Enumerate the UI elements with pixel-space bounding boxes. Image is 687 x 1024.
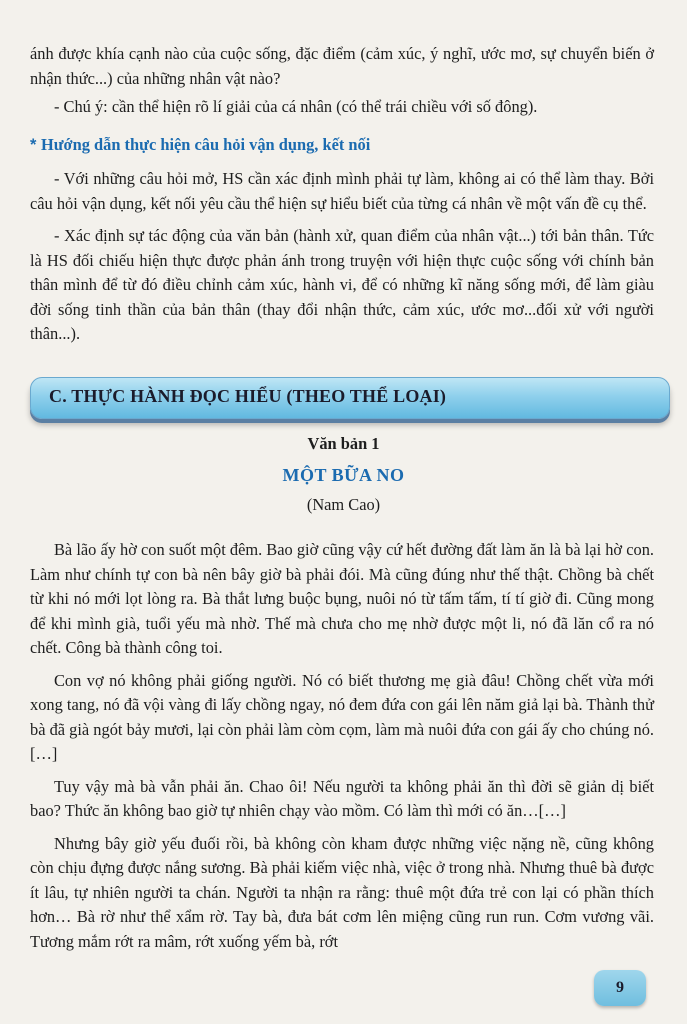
story-paragraph: Tuy vậy mà bà vẫn phải ăn. Chao ôi! Nếu người ta không phải ăn thì đời sẽ giản dị biết bao? Thức ăn không bao giờ tự nhiên chạy vào mồm. Có làm thì mới có ăn…[…] bbox=[30, 776, 654, 820]
section-banner-title: C. THỰC HÀNH ĐỌC HIỂU (THEO THỂ LOẠI) bbox=[49, 386, 447, 406]
story-author: (Nam Cao) bbox=[306, 495, 381, 514]
guide-heading-text: Hướng dẫn thực hiện câu hỏi vận dụng, kết nối bbox=[40, 135, 371, 154]
guide-paragraph: - Xác định sự tác động của văn bản (hành xử, quan điểm của nhân vật...) tới bản thân. Tức là HS đối chiếu hiện thực được phản ánh trong truyện với hiện thực cuộc sống với chính bản thân mình để từ đó điều chỉnh cảm xúc, hành vi, để có những kĩ năng sống mới, để làm giàu đời sống tinh thần của bản thân (thay đổi nhận thức, cảm xúc, ước mơ...đối xử với người thân...). bbox=[30, 226, 654, 343]
story-paragraph: Bà lão ấy hờ con suốt một đêm. Bao giờ cũng vậy cứ hết đường đất làm ăn là bà lại hờ con. Làm như chính tự con bà nên bây giờ bà phải đói. Mà cũng đúng như thế thật. Chồng bà chết từ khi nó mới lọt lòng ra. Bà thắt lưng buộc bụng, nuôi nó từ tấm tấm, tí tí giờ đi. Cũng mong để khi mình già, tuổi yếu mà nhờ. Thế mà chưa cho mẹ nhờ được một li, nó đã lăn cổ ra nó chết. Công bà thành công toi. bbox=[30, 540, 654, 657]
guide-heading bbox=[30, 133, 654, 157]
paragraph: ánh được khía cạnh nào của cuộc sống, đặc điểm (cảm xúc, ý nghĩ, ước mơ, sự chuyển biến ở nhận thức...) của những nhân vật nào? bbox=[30, 44, 654, 88]
top-section bbox=[30, 42, 654, 120]
page-number-badge bbox=[594, 970, 646, 1006]
story-paragraph: Con vợ nó không phải giống người. Nó có biết thương mẹ già đâu! Chồng chết vừa mới xong tang, nó đã vội vàng đi lấy chồng ngay, nó đem đứa con gái lên năm giả lại bà. Thành thử bà đã già ngót bảy mươi, lại còn phải làm còm cọm, làm mà nuôi đứa con gái ấy cho chúng nó. […] bbox=[30, 670, 654, 763]
star-marker: * bbox=[30, 136, 37, 154]
section-banner bbox=[30, 377, 670, 419]
guide-section bbox=[30, 133, 654, 347]
guide-paragraph: - Với những câu hỏi mở, HS cần xác định mình phải tự làm, không ai có thể làm thay. Bởi câu hỏi vận dụng, kết nối yêu cầu thể hiện sự hiểu biết của từng cá nhân về một vấn đề cụ thể. bbox=[30, 169, 654, 213]
text-label: Văn bản 1 bbox=[307, 434, 380, 453]
note-paragraph: - Chú ý: cần thể hiện rõ lí giải của cá nhân (có thể trái chiều với số đông). bbox=[54, 97, 538, 116]
story-title: MỘT BỮA NO bbox=[282, 465, 405, 485]
story-body bbox=[30, 538, 654, 954]
story-paragraph: Nhưng bây giờ yếu đuối rồi, bà không còn kham được những việc nặng nề, cũng không còn chịu đựng được nắng sương. Bà phải kiếm việc nhà, việc ở trong nhà. Nhưng thuê bà được ít lâu, tự nhiên người ta chán. Người ta nhận ra rằng: thuê một đứa trẻ con lại có phần thích hơn… Bà rờ như thể xẩm rờ. Tay bà, đưa bát cơm lên miệng cũng run run. Cơm vương vãi. Tương mắm rớt ra mâm, rớt xuống yếm bà, rớt bbox=[30, 833, 654, 951]
page-number: 9 bbox=[616, 979, 624, 996]
